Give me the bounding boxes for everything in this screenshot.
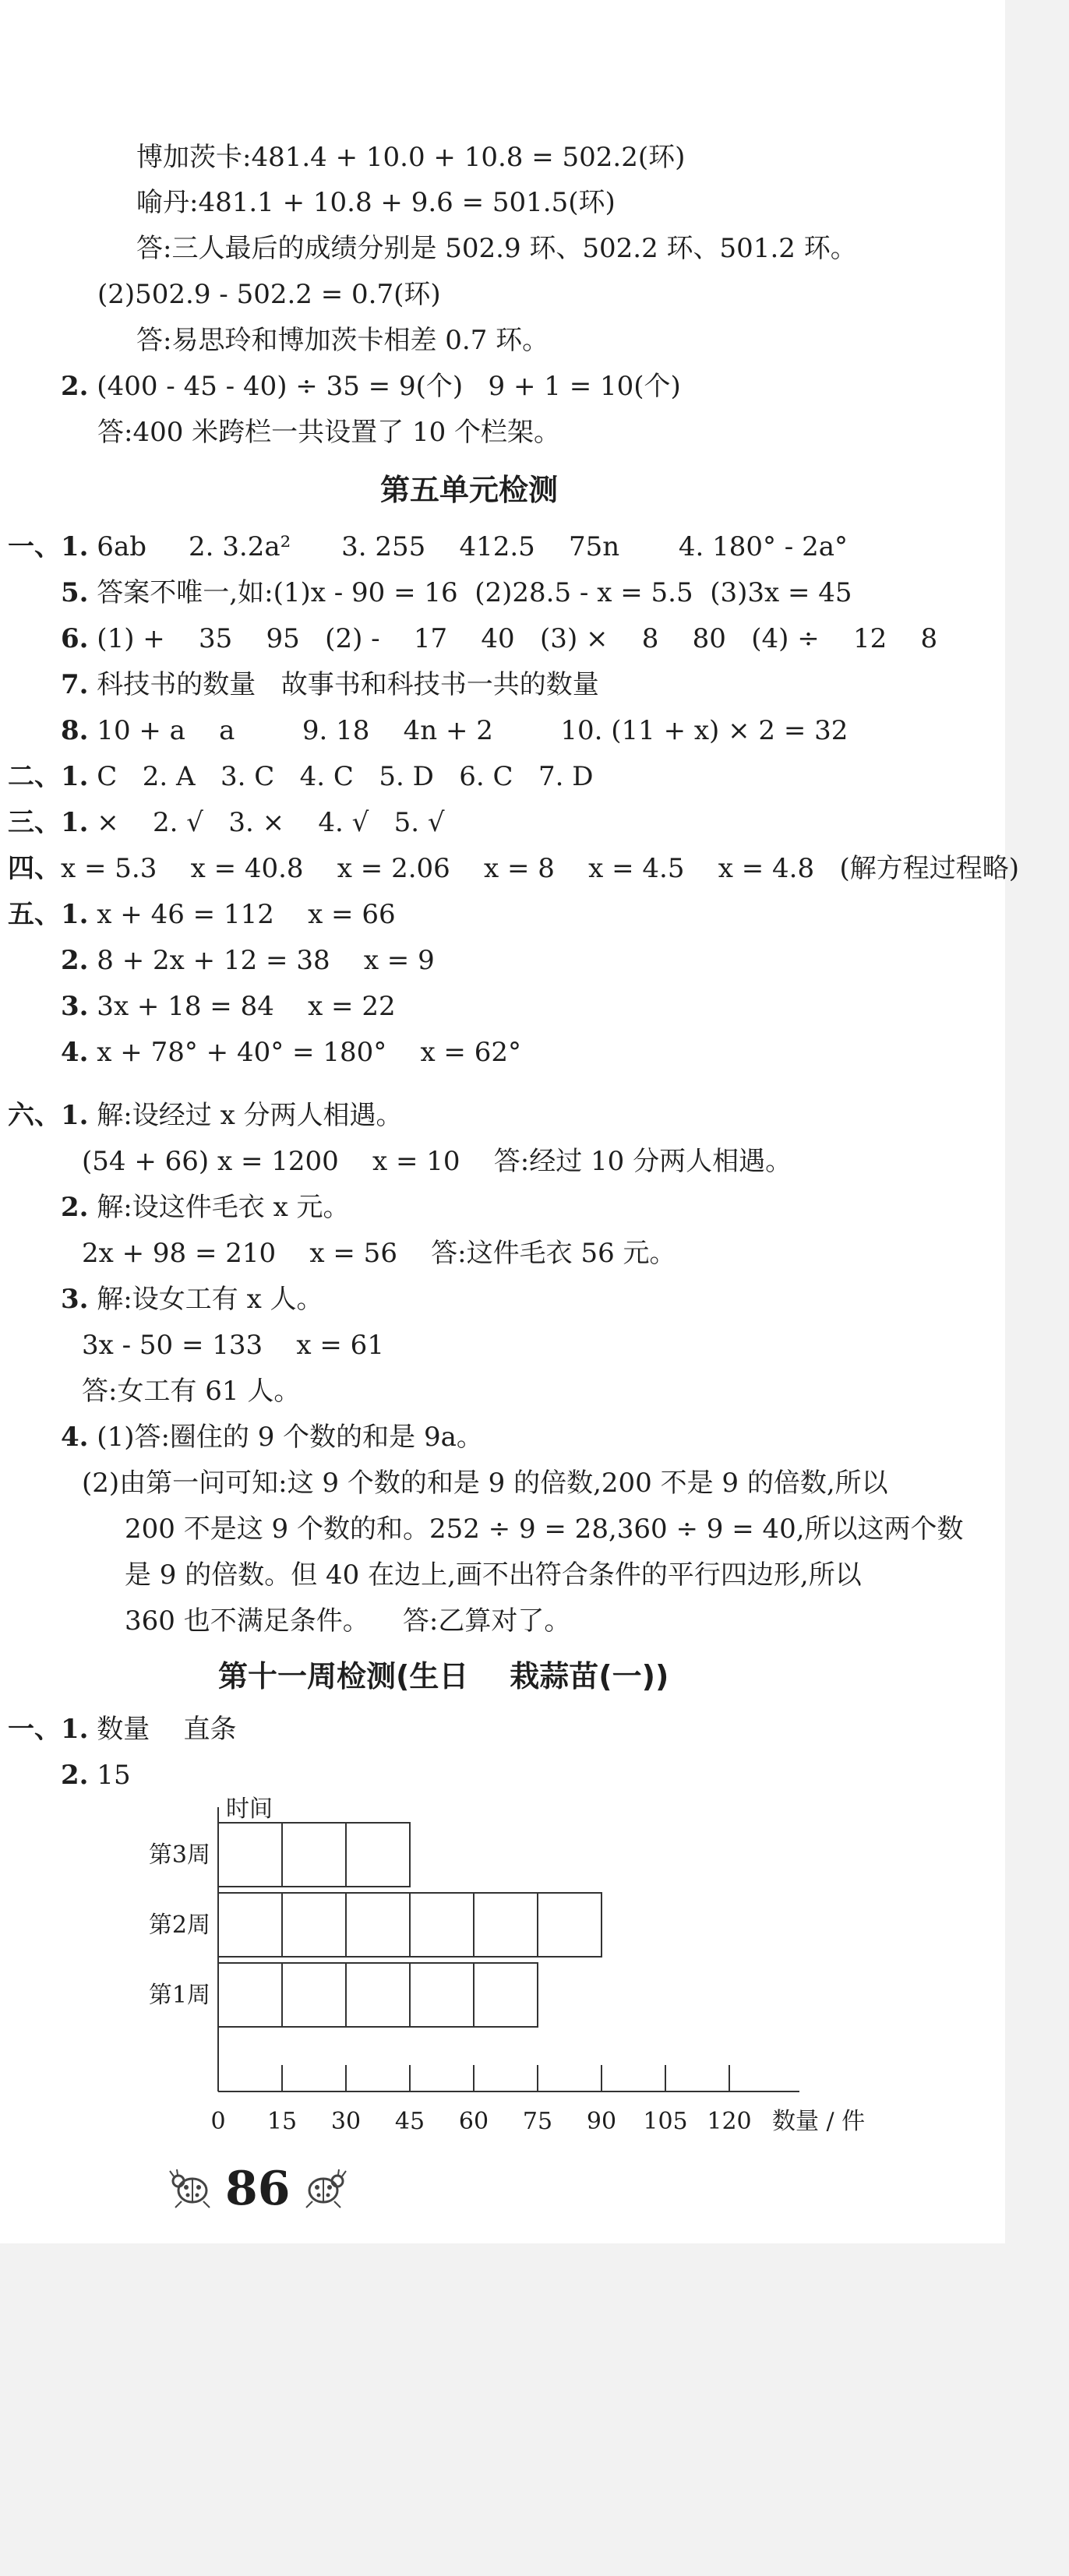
category-label: 第2周 [148, 1912, 210, 1939]
answer-line: 喻丹:481.1 + 10.8 + 9.6 = 501.5(环) [136, 187, 616, 218]
answer-line: (2)502.9 - 502.2 = 0.7(环) [97, 279, 441, 310]
x-tick-label: 75 [522, 2108, 553, 2135]
page-number [168, 2162, 348, 2216]
answer-line: 答:400 米跨栏一共设置了 10 个栏架。 [97, 417, 561, 448]
answer-line: 2x + 98 = 210 x = 56 答:这件毛衣 56 元。 [82, 1238, 676, 1269]
bar [218, 1963, 538, 2027]
answer-line: 是 9 的倍数。但 40 在边上,画不出符合条件的平行四边形,所以 [125, 1559, 862, 1591]
answer-line: 答:三人最后的成绩分别是 502.9 环、502.2 环、501.2 环。 [136, 233, 857, 264]
answer-line: 2. 8 + 2x + 12 = 38 x = 9 [61, 945, 435, 976]
answer-line: 4. (1)答:圈住的 9 个数的和是 9a。 [61, 1422, 483, 1453]
answer-line: 二、1. C 2. A 3. C 4. C 5. D 6. C 7. D [8, 761, 594, 792]
answer-line: 2. 解:设这件毛衣 x 元。 [61, 1192, 350, 1223]
bar [218, 1823, 410, 1887]
answer-line: 答:女工有 61 人。 [82, 1376, 301, 1407]
x-axis-label: 数量 / 件 [772, 2108, 866, 2135]
answer-line: 一、1. 6ab 2. 3.2a² 3. 255 412.5 75n 4. 180° - 2a° [8, 531, 848, 562]
answer-line: 答:易思玲和博加茨卡相差 0.7 环。 [136, 325, 549, 356]
x-tick-label: 90 [586, 2108, 617, 2135]
x-tick-label: 120 [707, 2108, 752, 2135]
category-label: 第3周 [148, 1841, 210, 1869]
answer-line: 5. 答案不唯一,如:(1)x - 90 = 16 (2)28.5 - x = 5.5 (3)3x = 45 [61, 577, 852, 608]
answer-line: 2. (400 - 45 - 40) ÷ 35 = 9(个) 9 + 1 = 10(个) [61, 371, 681, 402]
x-tick-label: 30 [330, 2108, 362, 2135]
answer-line: 四、x = 5.3 x = 40.8 x = 2.06 x = 8 x = 4.5 x = 4.8 (解方程过程略) [8, 853, 1020, 884]
x-tick-label: 105 [643, 2108, 688, 2135]
answer-line: 2. 15 [61, 1760, 131, 1791]
x-tick-label: 60 [458, 2108, 489, 2135]
answer-line: 3x - 50 = 133 x = 61 [82, 1330, 384, 1361]
answer-line: 六、1. 解:设经过 x 分两人相遇。 [8, 1100, 403, 1131]
x-tick-label: 45 [394, 2108, 425, 2135]
section-title: 第五单元检测 [380, 473, 559, 507]
answer-line: 博加茨卡:481.4 + 10.0 + 10.8 = 502.2(环) [136, 142, 686, 173]
bug-icon [302, 2167, 348, 2211]
answer-line: 360 也不满足条件。 答:乙算对了。 [125, 1605, 571, 1637]
bug-icon [168, 2167, 214, 2211]
category-label: 第1周 [148, 1982, 210, 2009]
answer-line: 6. (1) + 35 95 (2) - 17 40 (3) × 8 80 (4) ÷ 12 8 [61, 623, 938, 654]
answer-line: 三、1. × 2. √ 3. × 4. √ 5. √ [8, 807, 445, 838]
bar-chart [148, 1776, 888, 2142]
answer-line: 4. x + 78° + 40° = 180° x = 62° [61, 1037, 521, 1068]
section-title: 第十一周检测(生日 栽蒜苗(一)) [218, 1659, 669, 1693]
answer-line: 五、1. x + 46 = 112 x = 66 [8, 899, 396, 930]
answer-line: 一、1. 数量 直条 [8, 1714, 237, 1745]
answer-line: 8. 10 + a a 9. 18 4n + 2 10. (11 + x) × 2 = 32 [61, 715, 848, 746]
answer-line: 200 不是这 9 个数的和。252 ÷ 9 = 28,360 ÷ 9 = 40,所以这两个数 [125, 1514, 964, 1545]
answer-line: (2)由第一问可知:这 9 个数的和是 9 的倍数,200 不是 9 的倍数,所以 [82, 1468, 888, 1499]
x-tick-label: 0 [210, 2108, 226, 2135]
answer-line: 7. 科技书的数量 故事书和科技书一共的数量 [61, 669, 599, 700]
answer-line: (54 + 66) x = 1200 x = 10 答:经过 10 分两人相遇。 [82, 1146, 792, 1177]
answer-line: 3. 解:设女工有 x 人。 [61, 1284, 323, 1315]
x-tick-label: 15 [266, 2108, 298, 2135]
page-number-text: 86 [225, 2162, 291, 2216]
y-axis-label: 时间 [226, 1795, 273, 1823]
answer-line: 3. 3x + 18 = 84 x = 22 [61, 991, 396, 1022]
